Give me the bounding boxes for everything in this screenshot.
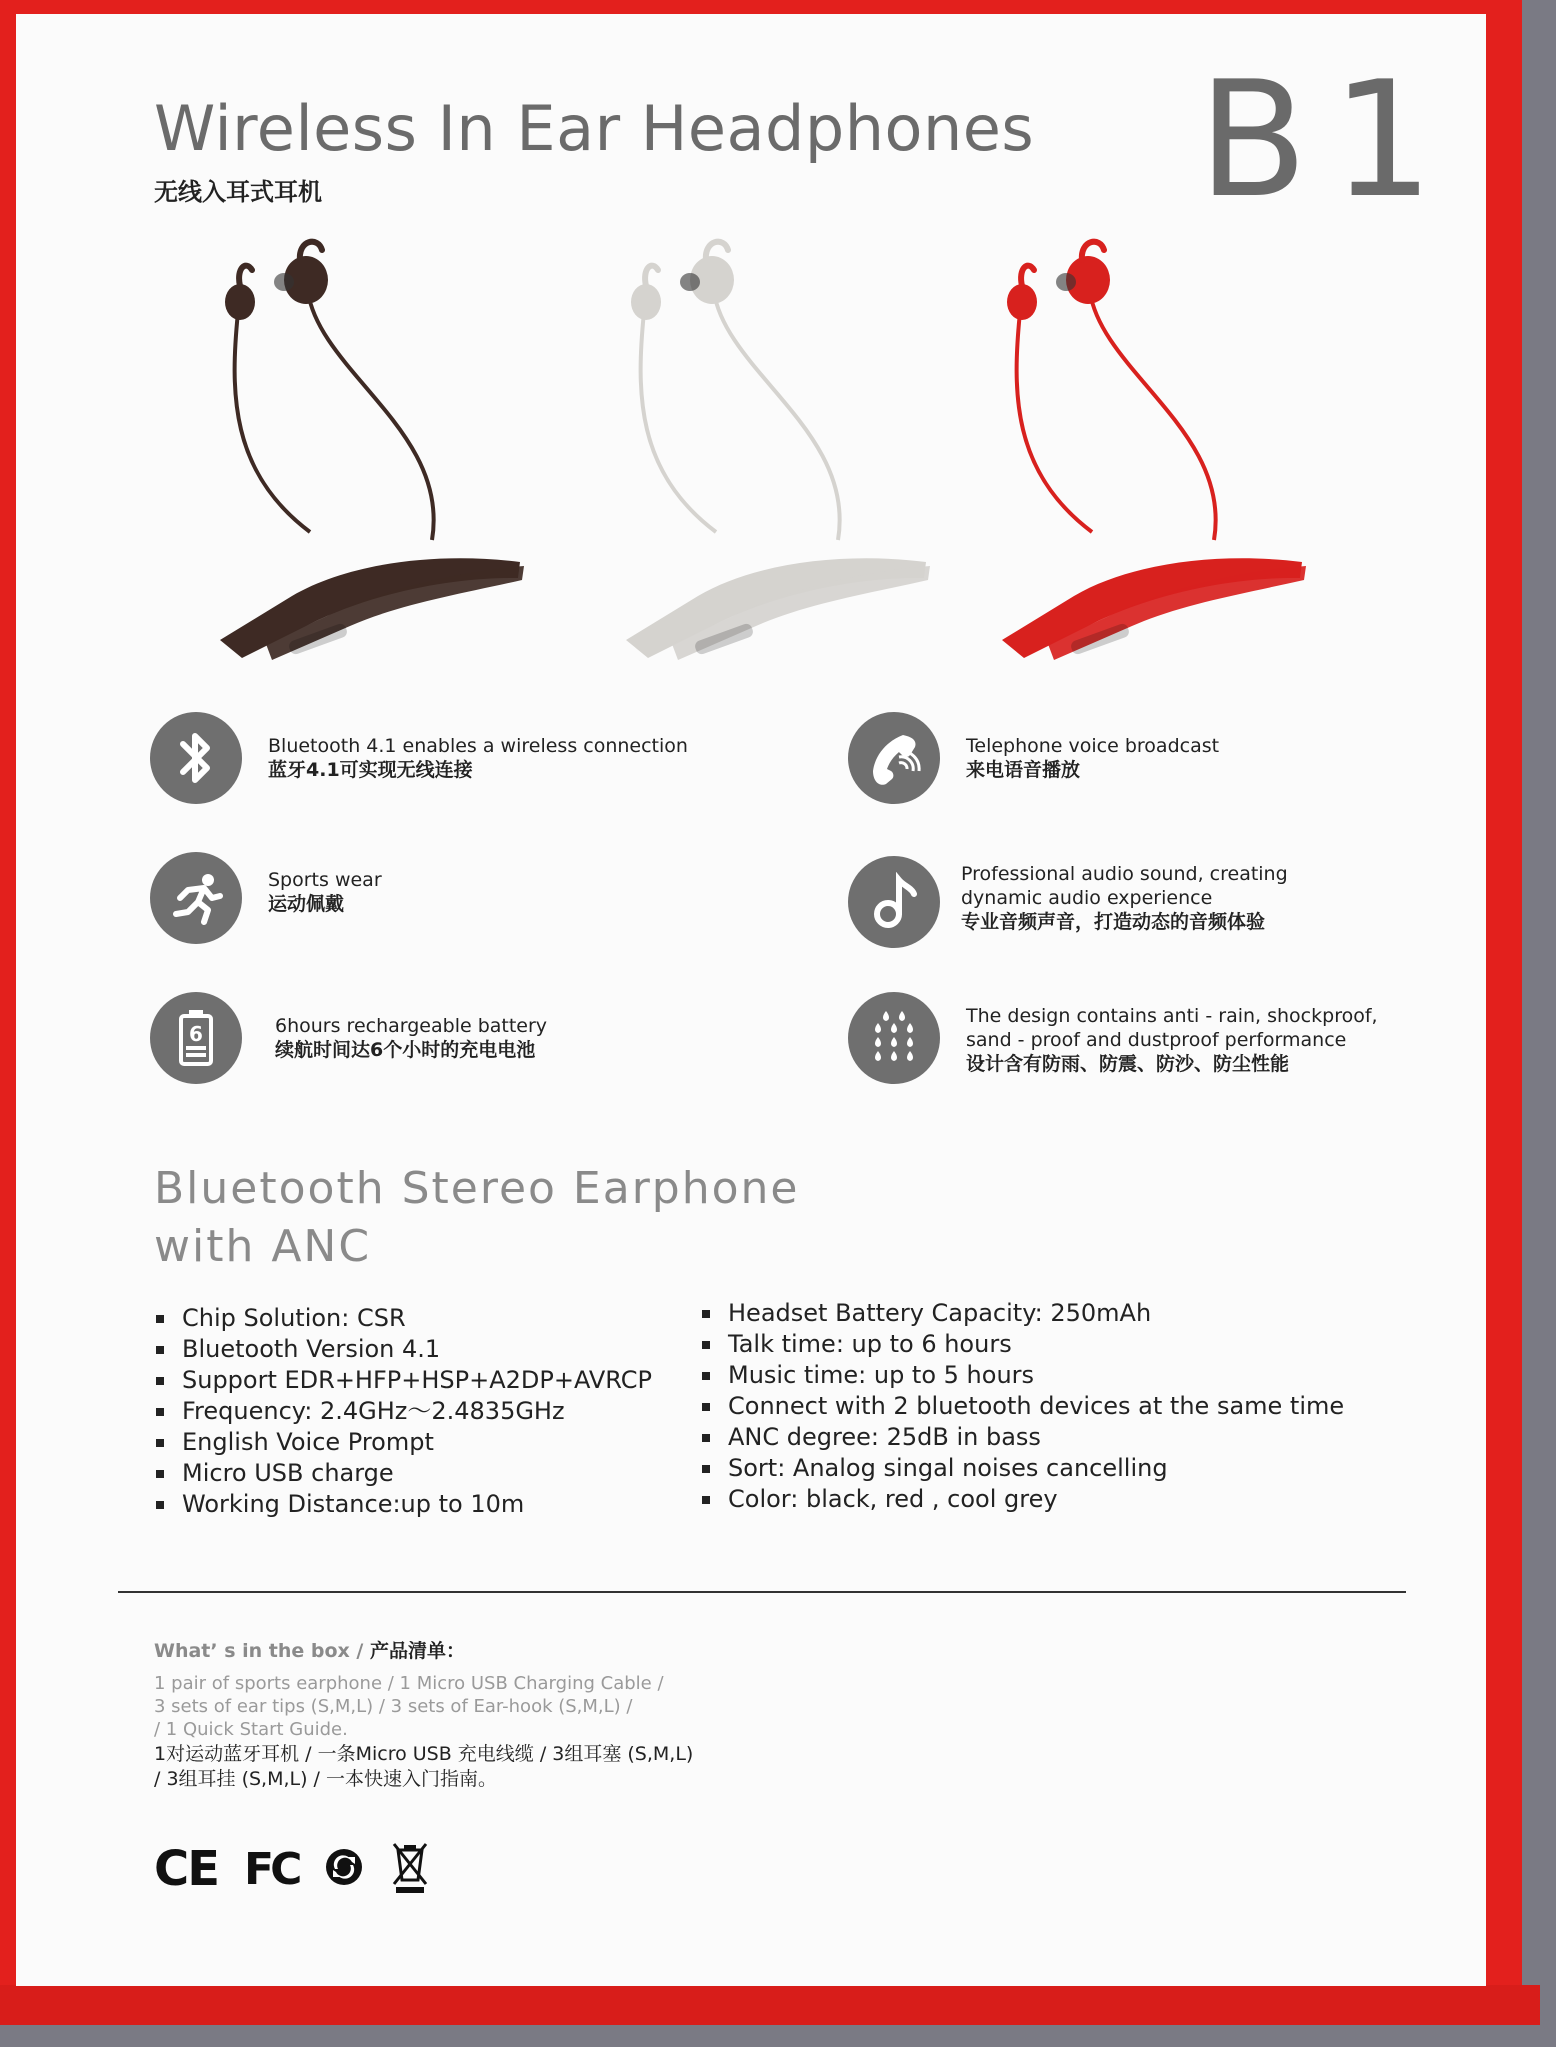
earphone-black-image <box>200 232 540 672</box>
page-title: Wireless In Ear Headphones <box>154 92 1035 165</box>
battery-hours-label: 6 <box>189 1022 203 1046</box>
feature-sports-en: Sports wear <box>268 869 382 891</box>
in-box-title-cn: 产品清单： <box>370 1640 466 1662</box>
section-heading-line1: Bluetooth Stereo Earphone <box>154 1163 800 1214</box>
divider <box>118 1591 1406 1593</box>
spec-item: Support EDR+HFP+HSP+A2DP+AVRCP <box>154 1365 652 1396</box>
spec-list-left <box>154 1303 652 1520</box>
battery-icon <box>150 992 242 1084</box>
spec-item: Bluetooth Version 4.1 <box>154 1334 652 1365</box>
raindrop-mark <box>899 1011 905 1021</box>
in-box-line-cn: 1对运动蓝牙耳机 / 一条Micro USB 充电线缆 / 3组耳塞 (S,M,L) <box>154 1743 694 1765</box>
raindrop-mark <box>875 1023 881 1033</box>
spec-list-right <box>700 1298 1344 1515</box>
feature-battery-en: 6hours rechargeable battery <box>275 1015 548 1037</box>
certification-marks <box>154 1840 430 1898</box>
ce-mark: CE <box>154 1841 219 1897</box>
feature-battery <box>275 1014 547 1062</box>
phone-icon <box>848 712 940 804</box>
music-note-icon <box>848 856 940 948</box>
raindrop-mark <box>891 1037 897 1047</box>
in-box-line: 3 sets of ear tips (S,M,L) / 3 sets of Ear-hook (S,M,L) / <box>154 1696 633 1717</box>
box-edge-red-bottom <box>0 1985 1540 2025</box>
feature-audio <box>961 862 1288 934</box>
raindrop-mark <box>907 1023 913 1033</box>
spec-item: Connect with 2 bluetooth devices at the same time <box>700 1391 1344 1422</box>
feature-waterproof <box>966 1004 1378 1076</box>
raindrop-mark <box>875 1037 881 1047</box>
recycle-icon <box>324 1847 364 1891</box>
page-title-cn: 无线入耳式耳机 <box>154 178 322 206</box>
feature-waterproof-en2: sand - proof and dustproof performance <box>966 1029 1347 1051</box>
spec-item: Working Distance:up to 10m <box>154 1489 652 1520</box>
section-heading <box>154 1160 799 1276</box>
spec-item: ANC degree: 25dB in bass <box>700 1422 1344 1453</box>
feature-phone <box>966 734 1219 782</box>
fcc-mark: FC <box>244 1843 299 1895</box>
spec-item: Sort: Analog singal noises cancelling <box>700 1453 1344 1484</box>
in-box-line: / 1 Quick Start Guide. <box>154 1719 348 1740</box>
in-box-title-en: What’ s in the box / <box>154 1640 370 1662</box>
raindrop-mark <box>907 1037 913 1047</box>
in-box-line: 1 pair of sports earphone / 1 Micro USB Charging Cable / <box>154 1673 664 1694</box>
earphone-grey-image <box>606 232 946 672</box>
in-box-line-cn: / 3组耳挂 (S,M,L) / 一本快速入门指南。 <box>154 1768 497 1790</box>
spec-item: Micro USB charge <box>154 1458 652 1489</box>
in-box-contents-cn <box>154 1742 693 1792</box>
spec-item: Frequency: 2.4GHz～2.4835GHz <box>154 1396 652 1427</box>
spec-item: Chip Solution: CSR <box>154 1303 652 1334</box>
in-box-title <box>154 1636 465 1663</box>
spec-item: Color: black, red , cool grey <box>700 1484 1344 1515</box>
feature-audio-en2: dynamic audio experience <box>961 887 1213 909</box>
spec-item: Music time: up to 5 hours <box>700 1360 1344 1391</box>
feature-sports-cn: 运动佩戴 <box>268 893 345 915</box>
earphone-red-image <box>982 232 1322 672</box>
weee-bin-icon <box>390 1840 430 1898</box>
feature-battery-cn: 续航时间达6个小时的充电电池 <box>275 1039 536 1061</box>
in-box-contents-en <box>154 1672 664 1741</box>
feature-waterproof-en1: The design contains anti - rain, shockproof, <box>966 1005 1378 1027</box>
spec-item: English Voice Prompt <box>154 1427 652 1458</box>
feature-waterproof-cn: 设计含有防雨、防震、防沙、防尘性能 <box>966 1053 1290 1075</box>
raindrop-mark <box>891 1023 897 1033</box>
raindrop-mark <box>883 1011 889 1021</box>
feature-bluetooth-en: Bluetooth 4.1 enables a wireless connection <box>268 735 688 757</box>
raindrop-mark <box>907 1051 913 1061</box>
feature-phone-cn: 来电语音播放 <box>966 759 1081 781</box>
feature-phone-en: Telephone voice broadcast <box>966 735 1220 757</box>
raindrop-mark <box>891 1051 897 1061</box>
feature-audio-cn: 专业音频声音，打造动态的音频体验 <box>961 911 1266 933</box>
feature-audio-en1: Professional audio sound, creating <box>961 863 1288 885</box>
feature-sports <box>268 868 382 916</box>
spec-item: Talk time: up to 6 hours <box>700 1329 1344 1360</box>
model-number: B1 <box>1198 46 1458 233</box>
raindrop-mark <box>875 1051 881 1061</box>
feature-bluetooth-cn: 蓝牙4.1可实现无线连接 <box>268 759 473 781</box>
section-heading-line2: with ANC <box>154 1221 372 1272</box>
runner-icon <box>150 852 242 944</box>
bluetooth-icon <box>150 712 242 804</box>
raindrops-icon <box>848 992 940 1084</box>
spec-item: Headset Battery Capacity: 250mAh <box>700 1298 1344 1329</box>
feature-bluetooth <box>268 734 688 782</box>
